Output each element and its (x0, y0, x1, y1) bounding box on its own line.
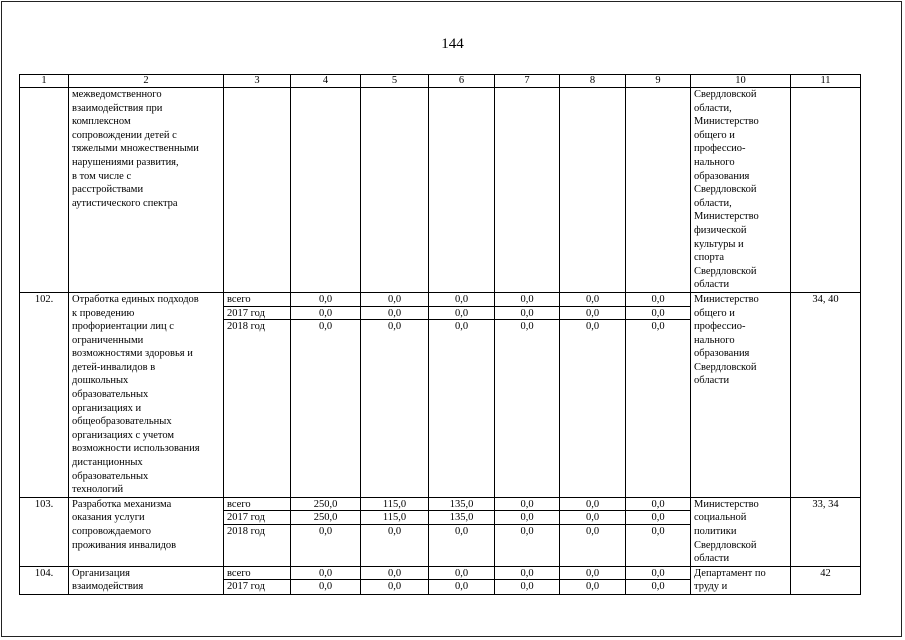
period-label: 2017 год (227, 581, 265, 593)
funding-value: 0,0 (495, 511, 559, 525)
col-header: 6 (429, 75, 495, 88)
funding-value: 0,0 (520, 581, 534, 593)
row-number: 102. (20, 292, 69, 497)
col-header: 3 (224, 75, 291, 88)
funding-value: 0,0 (361, 567, 428, 581)
funding-value-cell (361, 566, 429, 594)
period-label: всего (224, 293, 290, 307)
funding-value-cell (626, 292, 691, 497)
funding-value: 0,0 (560, 498, 625, 512)
funding-value: 0,0 (495, 567, 559, 581)
funding-value: 0,0 (429, 293, 494, 307)
target-indicators-cell (791, 88, 861, 293)
funding-value: 0,0 (318, 526, 333, 537)
target-indicators-cell: 34, 40 (791, 292, 861, 497)
period-label: всего (224, 498, 290, 512)
funding-value: 0,0 (495, 498, 559, 512)
funding-value: 0,0 (454, 526, 469, 537)
page-number: 144 (441, 36, 464, 52)
col-header: 2 (69, 75, 224, 88)
funding-value: 0,0 (520, 526, 534, 537)
target-indicators-cell: 42 (791, 566, 861, 594)
funding-value-cell (560, 566, 626, 594)
col-header: 9 (626, 75, 691, 88)
funding-value: 0,0 (361, 307, 428, 321)
funding-value: 0,0 (387, 581, 402, 593)
funding-value-cell (495, 292, 560, 497)
period-label: 2017 год (224, 511, 290, 525)
funding-value: 0,0 (291, 307, 360, 321)
funding-value: 0,0 (626, 567, 690, 581)
activity-description: Разработка механизма оказания услуги сопровождаемого проживания инвалидов (69, 497, 224, 566)
col-header: 4 (291, 75, 361, 88)
funding-value-cell (291, 497, 361, 566)
col-header: 10 (691, 75, 791, 88)
funding-value: 0,0 (291, 293, 360, 307)
row-number: 104. (20, 566, 69, 594)
funding-value: 0,0 (626, 498, 690, 512)
funding-value: 135,0 (429, 511, 494, 525)
activity-description: межведомственного взаимодействия при комплексном сопровождении детей с тяжелыми множественными нарушениями развития, в том числе с расстройствами аутистического спектра (69, 88, 224, 293)
funding-value-cell (429, 566, 495, 594)
funding-value-cell (560, 292, 626, 497)
funding-value: 0,0 (651, 321, 665, 333)
funding-value-cell (626, 88, 691, 293)
funding-value: 0,0 (651, 581, 665, 593)
period-cell (224, 292, 291, 497)
funding-value-cell (495, 88, 560, 293)
col-header: 1 (20, 75, 69, 88)
funding-value: 0,0 (626, 293, 690, 307)
header-row (20, 75, 861, 88)
period-label: 2018 год (227, 321, 265, 333)
table-row (20, 292, 861, 497)
table-row (20, 88, 861, 293)
funding-value-cell (626, 566, 691, 594)
period-label: 2017 год (224, 307, 290, 321)
table-row (20, 566, 861, 594)
funding-value-cell (291, 566, 361, 594)
funding-value-cell (291, 292, 361, 497)
activity-description: Отработка единых подходов к проведению профориентации лиц с ограниченными возможностями здоровья и детей-инвалидов в дошкольных образовательных организациях и общеобразовательных организациях с учетом возможности использования дистанционных образовательных технологий (69, 292, 224, 497)
funding-value-cell (361, 497, 429, 566)
funding-value: 0,0 (560, 511, 625, 525)
funding-value: 0,0 (520, 321, 534, 333)
funding-value-cell (429, 88, 495, 293)
funding-value-cell (495, 497, 560, 566)
funding-value: 0,0 (387, 526, 402, 537)
funding-value: 0,0 (361, 293, 428, 307)
period-cell (224, 497, 291, 566)
funding-value: 0,0 (291, 567, 360, 581)
funding-value-cell (495, 566, 560, 594)
row-number (20, 88, 69, 293)
funding-value: 0,0 (651, 526, 665, 537)
table-row (20, 497, 861, 566)
executor-cell: Министерство общего и профессио- нального образования Свердловской области (691, 292, 791, 497)
funding-value: 135,0 (429, 498, 494, 512)
funding-value-cell (291, 88, 361, 293)
executor-cell: Министерство социальной политики Свердловской области (691, 497, 791, 566)
funding-value-cell (626, 497, 691, 566)
funding-value: 0,0 (585, 526, 600, 537)
funding-value-cell (560, 88, 626, 293)
col-header: 5 (361, 75, 429, 88)
funding-value-cell (560, 497, 626, 566)
funding-value: 0,0 (626, 511, 690, 525)
funding-value: 0,0 (626, 307, 690, 321)
executor-cell: Департамент по труду и (691, 566, 791, 594)
executor-cell: Свердловской области, Министерство общего и профессио- нального образования Свердловской области, Министерство физической культуры и спорта Свердловской области (691, 88, 791, 293)
funding-value: 0,0 (495, 293, 559, 307)
funding-value: 0,0 (387, 321, 402, 333)
target-indicators-cell: 33, 34 (791, 497, 861, 566)
period-cell (224, 88, 291, 293)
period-label: 2018 год (227, 526, 265, 537)
funding-value: 0,0 (585, 581, 600, 593)
funding-value: 0,0 (429, 567, 494, 581)
funding-value-cell (361, 88, 429, 293)
row-number: 103. (20, 497, 69, 566)
funding-value-cell (429, 292, 495, 497)
funding-value: 0,0 (560, 293, 625, 307)
col-header: 11 (791, 75, 861, 88)
funding-value: 250,0 (291, 511, 360, 525)
funding-value: 250,0 (291, 498, 360, 512)
col-header: 8 (560, 75, 626, 88)
funding-value: 0,0 (560, 307, 625, 321)
activity-description: Организация взаимодействия (69, 566, 224, 594)
funding-value: 115,0 (361, 498, 428, 512)
funding-value: 115,0 (361, 511, 428, 525)
funding-value: 0,0 (585, 321, 600, 333)
funding-value: 0,0 (560, 567, 625, 581)
funding-value-cell (361, 292, 429, 497)
period-label: всего (224, 567, 290, 581)
funding-value: 0,0 (454, 321, 469, 333)
funding-value-cell (429, 497, 495, 566)
funding-value: 0,0 (429, 307, 494, 321)
funding-value: 0,0 (318, 321, 333, 333)
funding-value: 0,0 (454, 581, 469, 593)
period-cell (224, 566, 291, 594)
funding-value: 0,0 (495, 307, 559, 321)
col-header: 7 (495, 75, 560, 88)
program-table (19, 74, 861, 595)
funding-value: 0,0 (318, 581, 333, 593)
